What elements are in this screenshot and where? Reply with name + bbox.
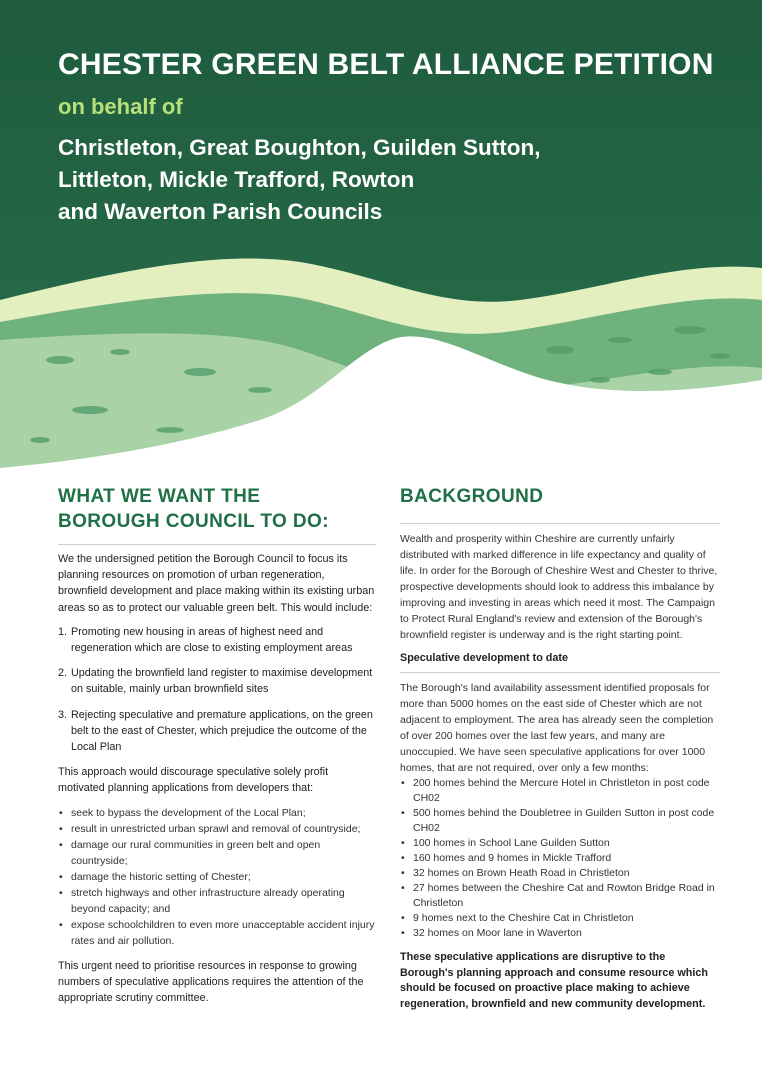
divider [400,672,720,673]
scrutiny-statement: This urgent need to prioritise resources in response to growing numbers of speculative applications requires the attention of the appropriate scrutiny committee. [58,959,364,1005]
disruption-statement: These speculative applications are disruptive to the Borough's planning approach and consume resource which should be focused on proactive place making to achieve regeneration, brownfield and new community development. [400,951,708,1010]
list-item: • seek to bypass the development of the Local Plan; [59,806,306,819]
list-item: • damage the historic setting of Chester; [59,870,251,883]
list-item: • 500 homes behind the Doubletree in Guilden Sutton in post code CH02 [401,807,715,834]
list-item: • 100 homes in School Lane Guilden Sutton [401,837,610,849]
list-item: 1. Promoting new housing in areas of highest need and regeneration which are close to existing employment areas [58,625,353,655]
list-item: • damage our rural communities in green belt and open countryside; [59,838,321,867]
applications-list [400,776,720,941]
list-item: • 32 homes on Moor lane in Waverton [401,927,582,939]
list-item: • expose schoolchildren to even more unacceptable accident injury rates and air pollution. [59,918,375,947]
background-column [400,484,720,1012]
petition-title: CHESTER GREEN BELT ALLIANCE PETITION [58,48,714,81]
demands-list [58,624,376,755]
list-item: • 160 homes and 9 homes in Mickle Trafford [401,852,612,864]
list-item: • 9 homes next to the Cheshire Cat in Christleton [401,912,634,924]
heading-line: WHAT WE WANT THE [58,486,261,507]
header-banner [0,0,762,480]
concerns-list [58,805,376,949]
councils-line: Littleton, Mickle Trafford, Rowton [58,167,415,192]
councils-line: Christleton, Great Boughton, Guilden Sutton, [58,135,541,160]
background-heading: BACKGROUND [400,486,544,507]
list-item: 2. Updating the brownfield land register to maximise development on suitable, mainly urban brownfield sites [58,667,373,696]
list-item: • 32 homes on Brown Heath Road in Christleton [401,867,630,879]
background-paragraph: Wealth and prosperity within Cheshire are currently unfairly distributed with marked difference in life expectancy and quality of life. In order for the Borough of Cheshire West and Chester to thrive, prospective developments should look to address this imbalance by improving and investing in areas which need it most. The Campaign to Protect Rural England's review and extension of the Borough's brownfield register is underway and is the right starting point. [400,533,718,641]
list-item: • result in unrestricted urban sprawl and removal of countryside; [59,822,361,835]
list-item: • stretch highways and other infrastructure already operating beyond capacity; and [59,886,345,915]
list-item: • 200 homes behind the Mercure Hotel in Christleton in post code CH02 [401,777,710,804]
list-item: • 27 homes between the Cheshire Cat and Rowton Bridge Road in Christleton [401,882,715,909]
divider [58,544,376,545]
demands-heading [58,484,376,534]
divider [400,523,720,524]
list-item: 3. Rejecting speculative and premature applications, on the green belt to the east of Chester, which prejudice the outcome of the Local Plan [58,708,373,754]
demands-column [58,484,376,1006]
petition-intro: We the undersigned petition the Borough Council to focus its planning resources on promotion of urban regeneration, brownfield development and place making within its existing urban areas so as to protect our valuable green belt. This would include: [58,553,375,614]
councils-line: and Waverton Parish Councils [58,199,383,224]
on-behalf-of: on behalf of [58,94,183,119]
speculative-paragraph: The Borough's land availability assessment identified proposals for more than 5000 homes on the east side of Chester which are not adjacent to employment. The area has already seen the completion of over 200 homes over the last few years, and many are unoccupied. We have seen speculative applications for over 1000 homes, that are not required, over only a few months: [400,682,714,774]
approach-text: This approach would discourage speculative solely profit motivated planning applications from developers that: [58,766,329,795]
parish-councils [58,132,540,228]
speculative-subheading: Speculative development to date [400,652,568,664]
heading-line: BOROUGH COUNCIL TO DO: [58,511,329,532]
